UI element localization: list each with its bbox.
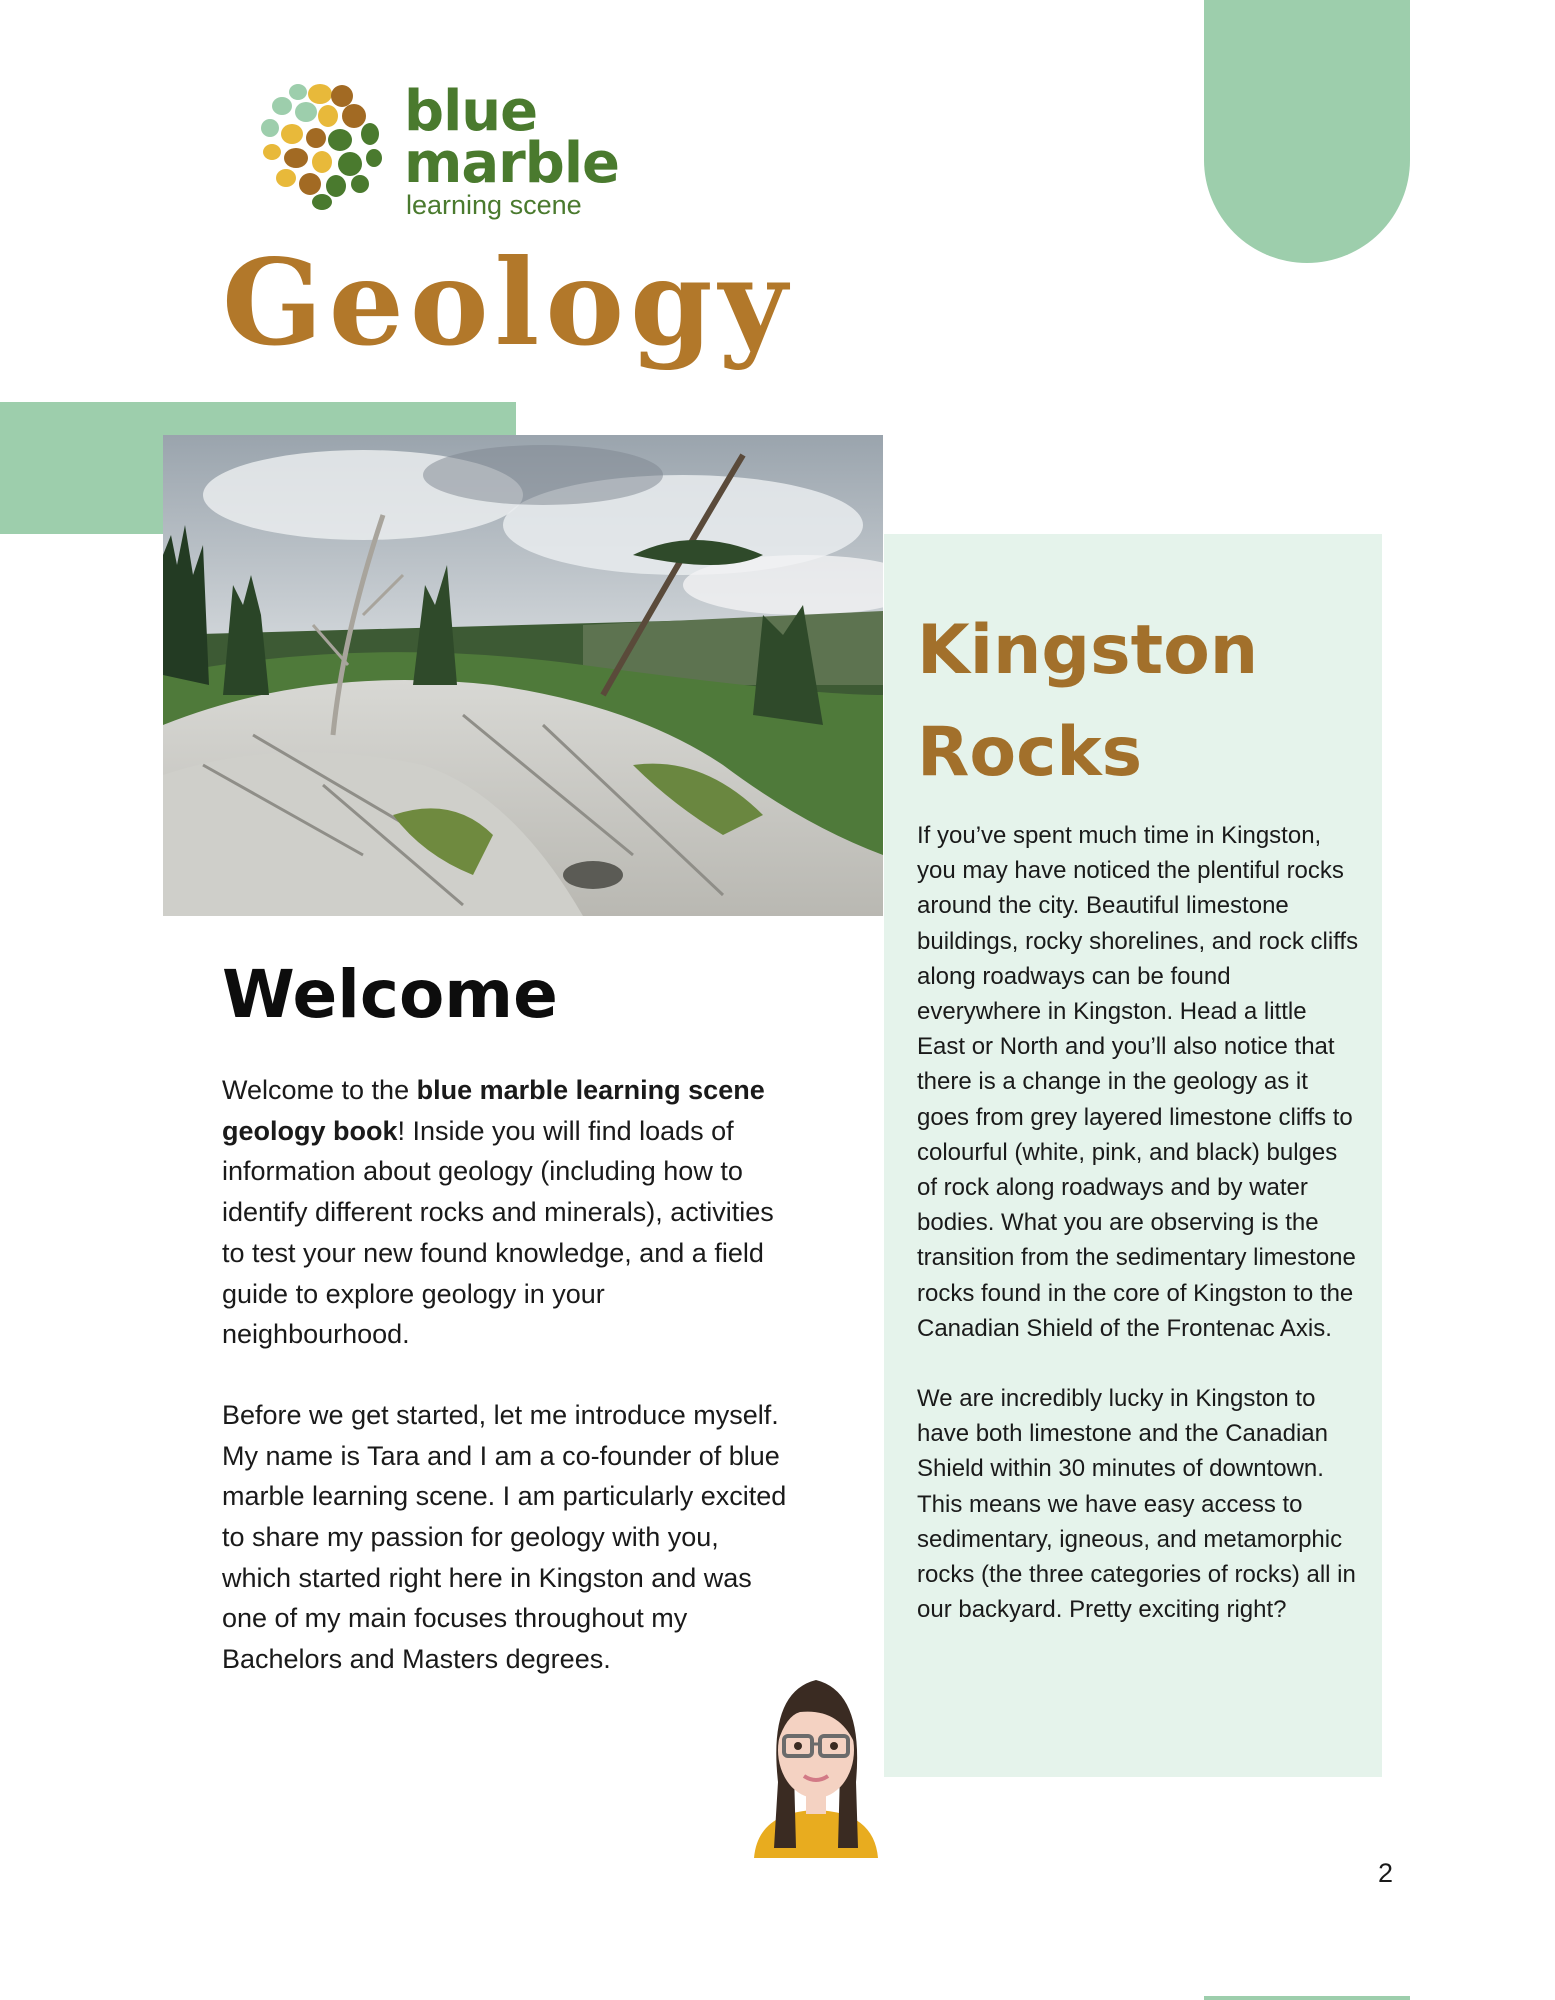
welcome-paragraph-1: Welcome to the blue marble learning scene geology book! Inside you will find loads of information about geology (including how to identify different rocks and minerals), activities to test your new found knowledge, and a field guide to explore geology in your neighbourhood. xyxy=(222,1075,774,1350)
kingston-paragraph-2: We are incredibly lucky in Kingston to have both limestone and the Canadian Shield within 30 minutes of downtown. This means we have easy access to sedimentary, igneous, and metamorphic rocks (the three categories of rocks) all in our backyard. Pretty exciting right? xyxy=(917,1385,1356,1624)
logo-tagline: learning scene xyxy=(406,190,582,220)
blue-marble-logo-icon xyxy=(258,78,390,210)
logo-text-marble: marble xyxy=(404,131,620,196)
welcome-body xyxy=(222,1070,792,1720)
logo-text-blue: blue xyxy=(404,79,538,144)
kingston-paragraph-1: If you’ve spent much time in Kingston, you may have noticed the plentiful rocks around the city. Beautiful limestone buildings, rocky shorelines, and rock cliffs along roadways can be found everywhere in Kingston. Head a little East or North and you’ll also notice that there is a change in the geology as it goes from grey layered limestone cliffs to colourful (white, pink, and black) bulges of rock along roadways and by water bodies. What you are observing is the transition from the sedimentary limestone rocks found in the core of Kingston to the Canadian Shield of the Frontenac Axis. xyxy=(917,822,1359,1342)
welcome-paragraph-2: Before we get started, let me introduce myself. My name is Tara and I am a co-founder of blue marble learning scene. I am particularly excited to share my passion for geology with you, which started right here in Kingston and was one of my main focuses throughout my Bachelors and Masters degrees. xyxy=(222,1399,787,1675)
page-title: Geology xyxy=(222,233,794,372)
decorative-bottom-bar xyxy=(1204,1996,1410,2000)
kingston-heading: Kingston Rocks xyxy=(917,611,1259,792)
decorative-arch xyxy=(1204,0,1410,263)
author-avatar xyxy=(728,1652,904,1858)
page-number: 2 xyxy=(1378,1858,1394,1888)
landscape-photo xyxy=(163,435,883,916)
book-name: blue marble learning scene geology book xyxy=(222,1075,765,1146)
kingston-body xyxy=(917,818,1359,1662)
welcome-heading: Welcome xyxy=(222,956,558,1033)
